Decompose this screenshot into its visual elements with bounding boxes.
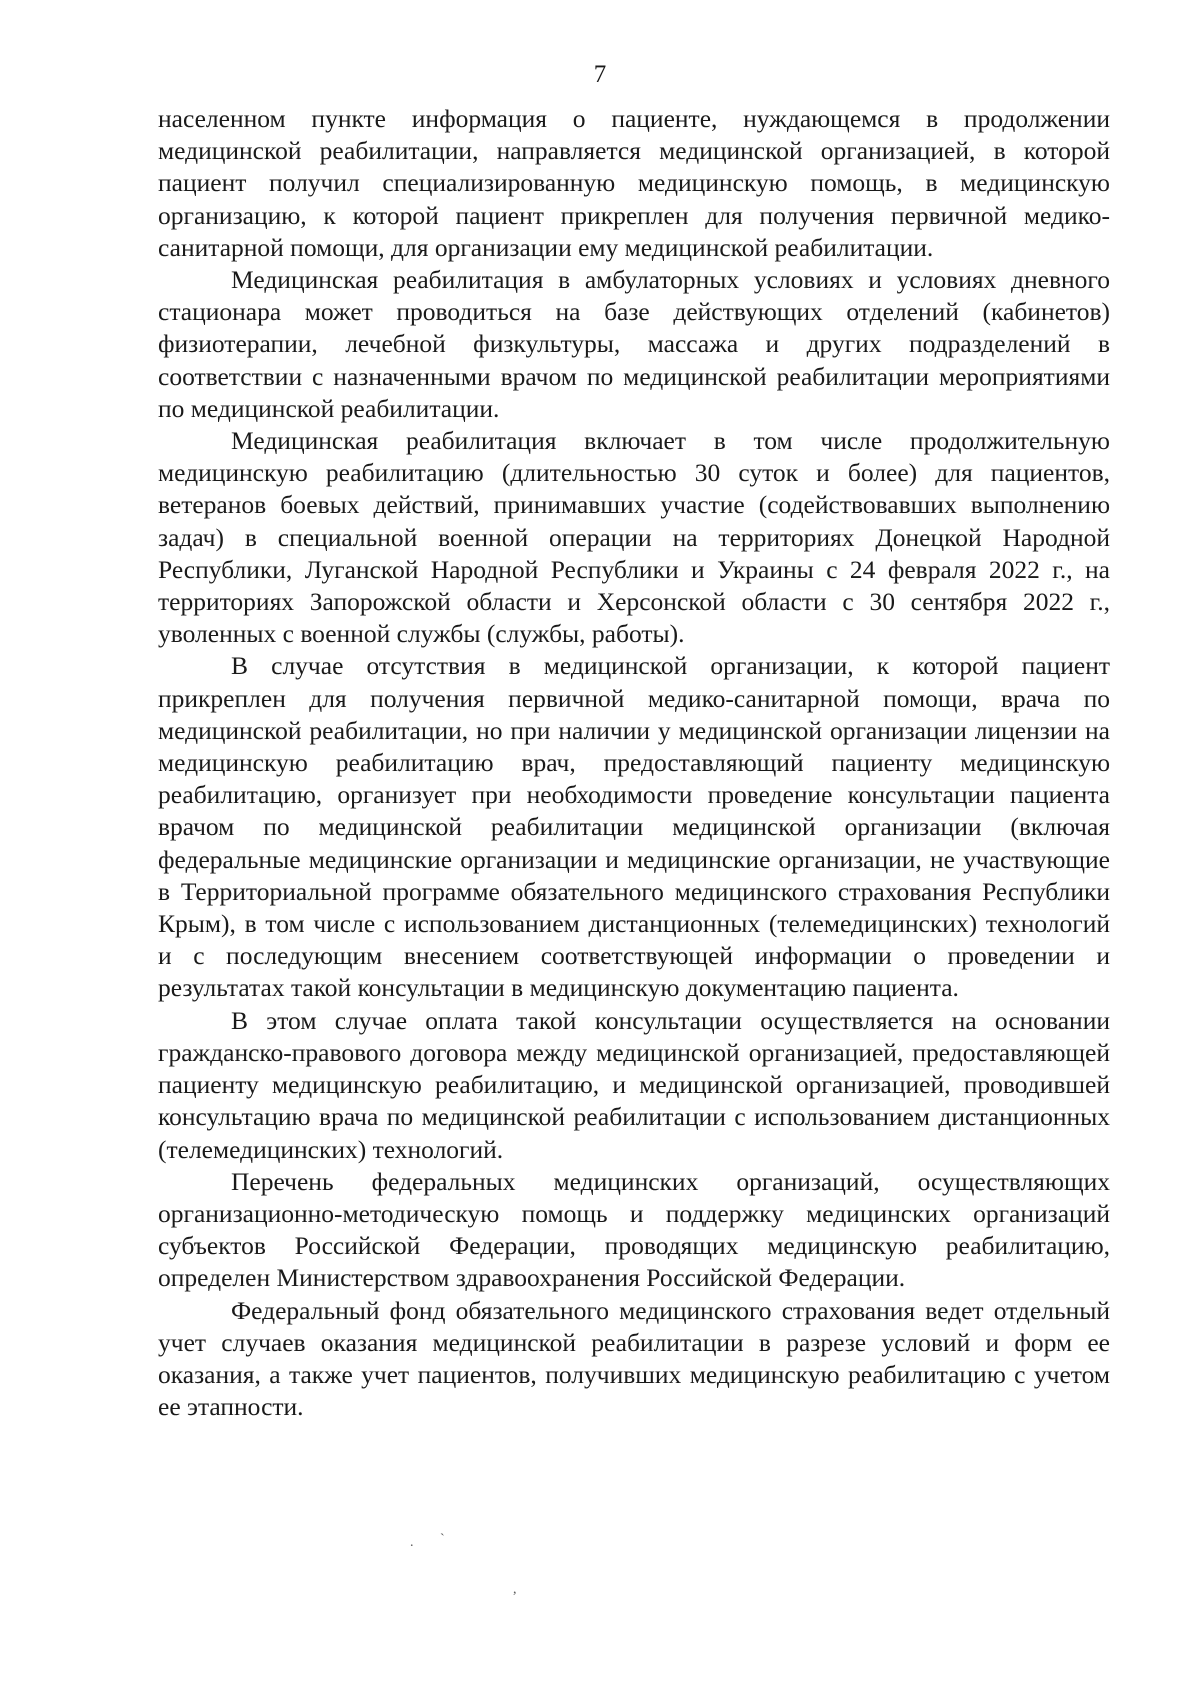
paragraph-1: населенном пункте информация о пациенте, нуждающемся в продолжении медицинской реабилитации, направляется медицинской организацией, в которой пациент получил специализированную медицинскую помощь, в медицинскую организацию, к которой пациент прикреплен для получения первичной медико-санитарной помощи, для организации ему медицинской реабилитации. — [158, 104, 1110, 262]
scan-speck: , — [513, 1582, 517, 1597]
page-number: 7 — [593, 61, 607, 88]
paragraph-4: В случае отсутствия в медицинской организации, к которой пациент прикреплен для получения первичной медико-санитарной помощи, врача по медицинской реабилитации, но при наличии у медицинской организации лицензии на медицинскую реабилитацию врач, предоставляющий пациенту медицинскую реабилитацию, организует при необходимости проведение консультации пациента врачом по медицинской реабилитации медицинской организации (включая федеральные медицинские организации и медицинские организации, не участвующие в Территориальной программе обязательного медицинского страхования Республики Крым), в том числе с использованием дистанционных (телемедицинских) технологий и с последующим внесением соответствующей информации о проведении и результатах такой консультации в медицинскую документацию пациента. — [158, 651, 1110, 1003]
paragraph-3: Медицинская реабилитация включает в том числе продолжительную медицинскую реабилитацию (длительностью 30 суток и более) для пациентов, ветеранов боевых действий, принимавших участие (содействовавших выполнению задач) в специальной военной операции на территориях Донецкой Народной Республики, Луганской Народной Республики и Украины с 24 февраля 2022 г., на территориях Запорожской области и Херсонской области с 30 сентября 2022 г., уволенных с военной службы (службы, работы). — [158, 426, 1110, 649]
paragraph-5: В этом случае оплата такой консультации осуществляется на основании гражданско-правового договора между медицинской организацией, предоставляющей пациенту медицинскую реабилитацию, и медицинской организацией, проводившей консультацию врача по медицинской реабилитации с использованием дистанционных (телемедицинских) технологий. — [158, 1005, 1110, 1164]
paragraph-7: Федеральный фонд обязательного медицинского страхования ведет отдельный учет случаев оказания медицинской реабилитации в разрезе условий и форм ее оказания, а также учет пациентов, получивших медицинскую реабилитацию с учетом ее этапности. — [158, 1295, 1110, 1422]
paragraph-6: Перечень федеральных медицинских организаций, осуществляющих организационно-методическую помощь и поддержку медицинских организаций субъектов Российской Федерации, проводящих медицинскую реабилитацию, определен Министерством здравоохранения Российской Федерации. — [158, 1166, 1110, 1293]
scan-speck: . — [410, 1535, 414, 1550]
scan-speck: ` — [440, 1532, 445, 1547]
document-body — [158, 103, 1110, 1423]
paragraph-2: Медицинская реабилитация в амбулаторных условиях и условиях дневного стационара может проводиться на базе действующих отделений (кабинетов) физиотерапии, лечебной физкультуры, массажа и других подразделений в соответствии с назначенными врачом по медицинской реабилитации мероприятиями по медицинской реабилитации. — [158, 265, 1110, 423]
